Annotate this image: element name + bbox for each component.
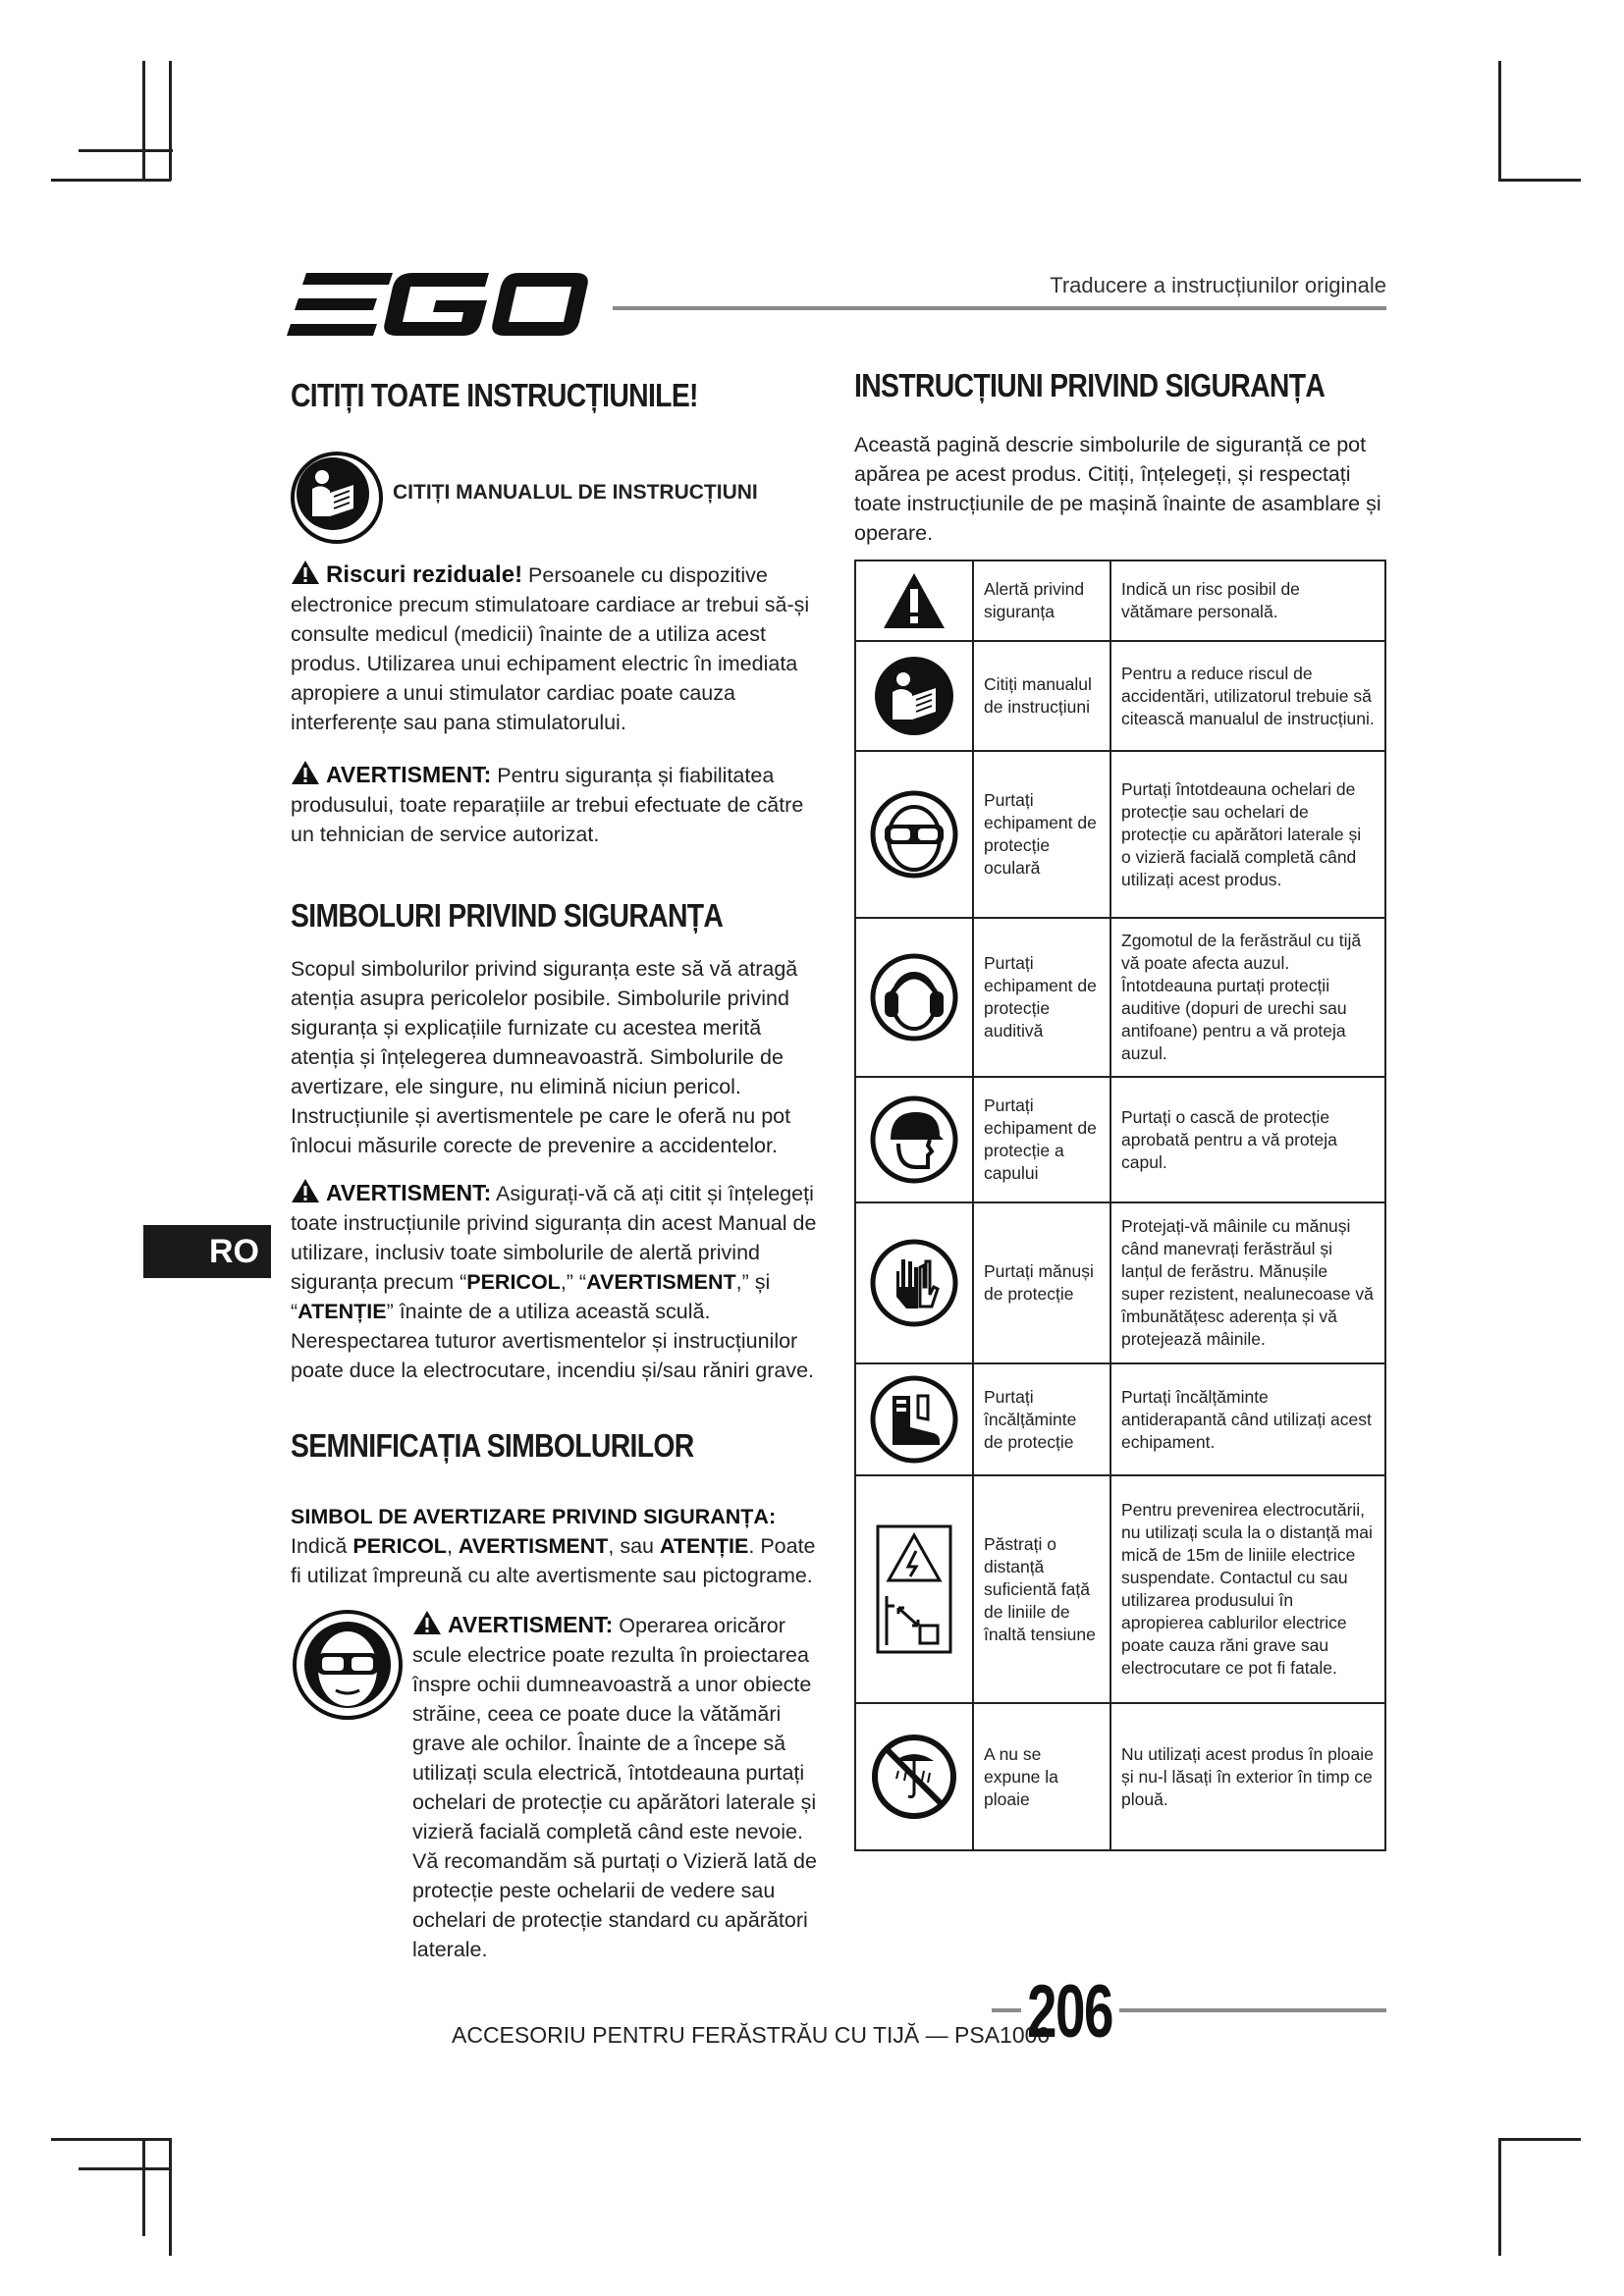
crop-mark: [169, 61, 172, 181]
table-cell-icon: [855, 1202, 973, 1363]
table-row: [855, 561, 1385, 641]
crop-mark: [79, 2167, 171, 2170]
warning2-text-d: ” înainte de a utiliza această sculă. Nerespectarea tuturor avertismentelor și instrucțiunilor poate duce la electrocutare, incendiu și/sau răniri grave.: [291, 1300, 815, 1382]
footer-product-title: ACCESORIU PENTRU FERĂSTRĂU CU TIJĂ — PSA1000: [452, 2022, 1051, 2048]
read-manual-icon: [291, 452, 383, 544]
symbol-meaning-heading: SEMNIFICAȚIA SIMBOLURILOR: [291, 1427, 694, 1464]
boots-icon: [869, 1374, 959, 1465]
crop-mark: [79, 149, 173, 152]
warning-triangle-icon: [882, 571, 947, 630]
table-cell-name: Citiți manualul de instrucțiuni: [973, 641, 1110, 751]
table-cell-icon: [855, 1475, 973, 1703]
residual-title: Riscuri reziduale!: [326, 561, 523, 588]
footer-rule: [1119, 2008, 1386, 2012]
table-cell-icon: [855, 1703, 973, 1850]
table-cell-desc: Purtați întotdeauna ochelari de protecție sau ochelari de protecție cu apărători laterale și o vizieră facială completă când utilizați acest produs.: [1110, 751, 1385, 918]
alert-text-c: , sau: [608, 1534, 660, 1558]
no-rain-icon: [869, 1732, 959, 1822]
warning3-title: AVERTISMENT:: [448, 1612, 614, 1637]
warning2-text-b: ,” “: [560, 1270, 587, 1294]
eye-protection-icon: [293, 1610, 403, 1720]
warning2-text-a: Asigurați-vă că ați citit și înțelegeți toate instrucțiunile privind siguranța din acest Manual de utilizare, inclusiv toate simbolurile de alertă privind siguranța precum “: [291, 1182, 817, 1294]
alert-symbol-title: SIMBOL DE AVERTIZARE PRIVIND SIGURANȚA:: [291, 1505, 777, 1528]
warning2-text-c: ,” și “: [291, 1270, 771, 1323]
residual-text: Persoanele cu dispozitive electronice precum stimulatoare cardiace ar trebui să-și consulte medicul (medicii) înainte de a utiliza acest produs. Utilizarea unui echipament electric în imediata apropiere a unui stimulator cardiac poate cauza interferențe sau pana stimulatorului.: [291, 563, 810, 734]
safety-symbols-paragraph: Scopul simbolurilor privind siguranța este să vă atragă atenția asupra pericolelor posibile. Simbolurile privind siguranța și explicațiile furnizate cu acestea merită atenția și înțelegerea dumneavoastră. Simbolurile de avertizare, ele singure, nu elimină niciun pericol. Instrucțiunile și avertismentele pe care le oferă nu pot înlocui măsurile corecte de prevenire a accidentelor.: [291, 957, 798, 1157]
table-cell-desc: Purtați încălțăminte antiderapantă când utilizați acest echipament.: [1110, 1363, 1385, 1475]
language-tab: RO: [143, 1225, 271, 1278]
table-cell-icon: [855, 561, 973, 641]
warning1-title: AVERTISMENT:: [326, 762, 492, 787]
table-row: [855, 751, 1385, 918]
warning1-text: Pentru siguranța și fiabilitatea produsului, toate reparațiile ar trebui efectuate de către un tehnician de service autorizat.: [291, 764, 804, 846]
alert-text-a: Indică: [291, 1534, 353, 1558]
warning-triangle-icon: [291, 560, 320, 585]
warning-triangle-icon: [291, 760, 320, 785]
ear-protection-icon: [869, 952, 959, 1042]
crop-mark: [142, 2138, 145, 2236]
table-cell-name: Purtați mănuși de protecție: [973, 1202, 1110, 1363]
table-cell-icon: [855, 918, 973, 1077]
crop-mark: [1498, 2138, 1501, 2256]
alert-symbol-paragraph: [291, 1502, 821, 1590]
avertisment-term: AVERTISMENT: [586, 1270, 736, 1294]
warning-eye-paragraph: [412, 1610, 825, 1964]
table-cell-desc: Purtați o cască de protecție aprobată pentru a vă proteja capul.: [1110, 1077, 1385, 1202]
table-cell-desc: Nu utilizați acest produs în ploaie și nu-l lăsați în exterior în timp ce plouă.: [1110, 1703, 1385, 1850]
safety-symbols-table: [854, 560, 1386, 1851]
logo-text: EGO: [287, 265, 290, 266]
warning-repairs-paragraph: [291, 760, 821, 849]
table-cell-icon: [855, 1363, 973, 1475]
table-cell-desc: Indică un risc posibil de vătămare personală.: [1110, 561, 1385, 641]
alert-text-b: ,: [446, 1534, 459, 1558]
gloves-icon: [869, 1238, 959, 1328]
read-manual-icon: [873, 655, 955, 737]
table-row: [855, 918, 1385, 1077]
table-cell-desc: Zgomotul de la ferăstrăul cu tijă vă poate afecta auzul. Întotdeauna purtați protecții auditive (dopuri de urechi sau antifoane) pentru a vă proteja auzul.: [1110, 918, 1385, 1077]
header-rule: [613, 306, 1386, 310]
crop-mark: [51, 179, 171, 182]
table-cell-icon: [855, 641, 973, 751]
crop-mark: [169, 2138, 172, 2256]
alert-text-d: . Poate fi utilizat împreună cu alte avertismente sau pictograme.: [291, 1534, 816, 1587]
warning-triangle-icon: [291, 1178, 320, 1203]
table-cell-desc: Protejați-vă mâinile cu mănuși când manevrați ferăstrăul și lanțul de ferăstru. Mănușile super rezistent, nealunecoase vă îmbunătățesc aderența și vă protejează mâinile.: [1110, 1202, 1385, 1363]
footer-rule: [992, 2008, 1021, 2012]
table-row: [855, 1077, 1385, 1202]
table-cell-desc: Pentru prevenirea electrocutării, nu utilizați scula la o distanță mai mică de 15m de liniile electrice suspendate. Contactul cu sau utilizarea produsului în apropierea cablurilor electrice poate cauza răni grave sau electrocutare ce pot fi fatale.: [1110, 1475, 1385, 1703]
safety-instructions-intro: Această pagină descrie simbolurile de siguranță ce pot apărea pe acest produs. Citiți, înțelegeți, și respectați toate instrucțiunile de pe mașină înainte de asamblare și operare.: [854, 433, 1381, 545]
crop-mark: [51, 2138, 171, 2141]
table-row: [855, 641, 1385, 751]
crop-mark: [142, 61, 145, 179]
table-row: [855, 1202, 1385, 1363]
alert-pericol: PERICOL: [352, 1534, 447, 1558]
head-protection-icon: [869, 1095, 959, 1185]
table-cell-name: A nu se expune la ploaie: [973, 1703, 1110, 1850]
table-row: [855, 1475, 1385, 1703]
ego-logo: [287, 265, 591, 344]
table-cell-name: Purtați echipament de protecție auditivă: [973, 918, 1110, 1077]
warning3-text: Operarea oricăror scule electrice poate rezulta în proiectarea înspre ochii dumneavoastră a unor obiecte străine, ceea ce poate duce la vătămări grave ale ochilor. Înainte de a începe să utilizați scula electrică, întotdeauna purtați ochelari de protecție cu apărători laterale și vizieră facială completă când este nevoie. Vă recomandăm să purtați o Vizieră lată de protecție peste ochelarii de vedere sau ochelari de protecție standard cu apărători laterale.: [412, 1614, 817, 1961]
table-cell-icon: [855, 1077, 973, 1202]
table-cell-name: Purtați încălțăminte de protecție: [973, 1363, 1110, 1475]
atentie-term: ATENȚIE: [298, 1300, 387, 1323]
safety-symbols-heading: SIMBOLURI PRIVIND SIGURANȚA: [291, 897, 724, 934]
table-cell-name: Păstrați o distanță suficientă față de liniile de înaltă tensiune: [973, 1475, 1110, 1703]
page-number: 206: [1027, 1970, 1112, 2054]
table-cell-name: Alertă privind siguranța: [973, 561, 1110, 641]
residual-risks-paragraph: [291, 560, 821, 737]
crop-mark: [1498, 179, 1581, 182]
alert-avertisment: AVERTISMENT: [458, 1534, 609, 1558]
table-row: [855, 1363, 1385, 1475]
alert-atentie: ATENȚIE: [659, 1534, 749, 1558]
power-line-icon: [875, 1523, 953, 1655]
table-cell-icon: [855, 751, 973, 918]
read-all-heading: CITIȚI TOATE INSTRUCȚIUNILE!: [291, 377, 698, 413]
table-cell-desc: Pentru a reduce riscul de accidentări, utilizatorul trebuie să citească manualul de instrucțiuni.: [1110, 641, 1385, 751]
pericol-term: PERICOL: [466, 1270, 561, 1294]
warning-read-all-paragraph: [291, 1178, 821, 1385]
safety-instructions-heading: INSTRUCȚIUNI PRIVIND SIGURANȚA: [854, 367, 1326, 403]
warning2-title: AVERTISMENT:: [326, 1180, 492, 1205]
table-cell-name: Purtați echipament de protecție oculară: [973, 751, 1110, 918]
eye-protection-icon: [869, 789, 959, 880]
table-row: [855, 1703, 1385, 1850]
translation-note: Traducere a instrucțiunilor originale: [1050, 273, 1386, 297]
crop-mark: [1498, 2138, 1581, 2141]
crop-mark: [1498, 61, 1501, 181]
read-manual-label: CITIȚI MANUALUL DE INSTRUCȚIUNI: [393, 481, 758, 504]
table-cell-name: Purtați echipament de protecție a capului: [973, 1077, 1110, 1202]
warning-triangle-icon: [412, 1610, 442, 1635]
